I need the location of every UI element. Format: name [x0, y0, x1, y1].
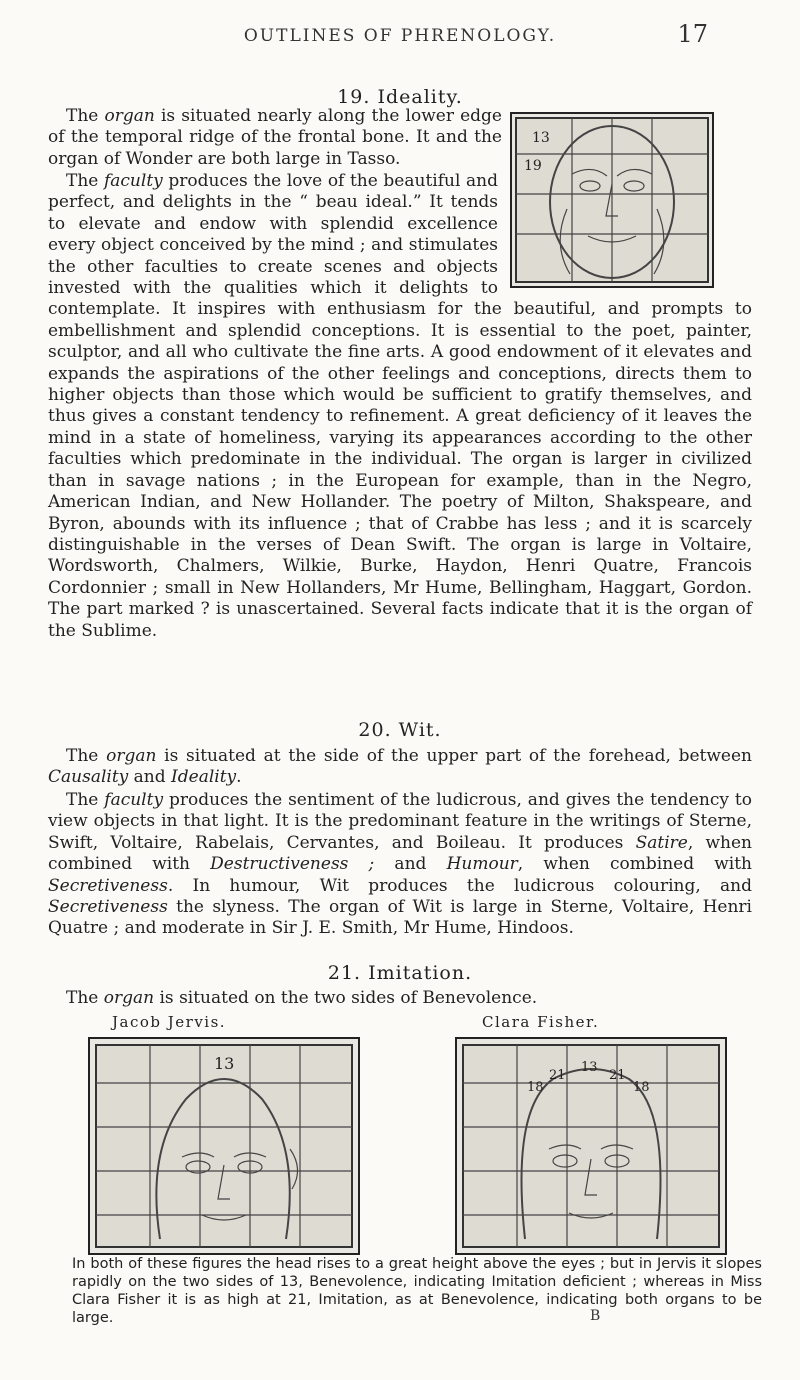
- figure-number-13: 13: [532, 130, 550, 146]
- section-heading-wit: 20. Wit.: [358, 719, 442, 741]
- figure-number-21-right: 21: [609, 1068, 626, 1083]
- running-head: OUTLINES OF PHRENOLOGY.: [243, 26, 557, 46]
- figure-jacob-jervis: [88, 1037, 360, 1255]
- figure-label-clara-fisher: Clara Fisher.: [482, 1013, 600, 1031]
- ideality-paragraph-faculty: The faculty produces the love of the beautiful and perfect, and delights in the “ beau ideal.” It tends to elevate and endow with splendid excellence every object conceived by the mind ; and stimulates the other faculties to create scenes and objects invested with the qualities which it delights to contemplate. It inspires with enthusiasm for the beautiful, and prompts to embellishment and splendid conceptions. It is essential to the poet, painter, sculptor, and all who cultivate the fine arts. A good endowment of it elevates and expands the aspirations of the other feelings and conceptions, directs them to higher objects than those which would be sufficient to gratify themselves, and thus gives a constant tendency to refinement. A great deficiency of it leaves the mind in a state of homeliness, varying its appearances according to the other faculties which predominate in the individual. The organ is larger in civilized than in savage nations ; in the European for example, than in the Negro, American Indian, and New Hollander. The poetry of Milton, Shakspeare, and Byron, abounds with its influence ; that of Crabbe has less ; and it is scarcely distinguishable in the verses of Dean Swift. The organ is large in Voltaire, Wordsworth, Chalmers, Wilkie, Burke, Haydon, Henri Quatre, Francois Cordonnier ; small in New Hollanders, Mr Hume, Bellingham, Haggart, Gordon. The part marked ? is unascertained. Several facts indicate that it is the organ of the Sublime.: [48, 171, 752, 641]
- term-faculty: faculty: [103, 171, 163, 191]
- figure-number-18-right: 18: [633, 1080, 650, 1095]
- jervis-head-engraving: [90, 1039, 358, 1253]
- page-number: 17: [677, 20, 708, 48]
- figure-number-19: 19: [524, 158, 542, 174]
- figure-number-21-left: 21: [549, 1068, 566, 1083]
- figure-clara-fisher: [455, 1037, 727, 1255]
- figure-label-jacob-jervis: Jacob Jervis.: [112, 1013, 227, 1031]
- wit-paragraph-organ: The organ is situated at the side of the upper part of the forehead, between Causality and Ideality.: [48, 746, 752, 788]
- signature-mark: B: [590, 1308, 601, 1324]
- figure-number-13: 13: [214, 1054, 235, 1073]
- figure-number-18-left: 18: [527, 1080, 544, 1095]
- section-heading-imitation: 21. Imitation.: [327, 962, 473, 984]
- term-organ: organ: [104, 106, 155, 126]
- imitation-paragraph-organ: The organ is situated on the two sides of Benevolence.: [66, 988, 538, 1008]
- wit-paragraph-faculty: The faculty produces the sentiment of the ludicrous, and gives the tendency to view objects in that light. It is the predominant feature in the writings of Sterne, Swift, Voltaire, Rabelais, Cervantes, and Boileau. It produces Satire, when combined with Destructiveness ; and Humour, when combined with Secretiveness. In humour, Wit produces the ludicrous colouring, and Secretiveness the slyness. The organ of Wit is large in Sterne, Voltaire, Henri Quatre ; and moderate in Sir J. E. Smith, Mr Hume, Hindoos.: [48, 790, 752, 939]
- section-heading-ideality: 19. Ideality.: [337, 86, 463, 108]
- figure-number-13: 13: [581, 1060, 598, 1075]
- fisher-head-engraving: [457, 1039, 725, 1253]
- ideality-paragraph-organ: The organ is situated nearly along the lower edge of the temporal ridge of the frontal bone. It and the organ of Wonder are both large in Tasso.: [48, 106, 502, 169]
- figure-caption: In both of these figures the head rises to a great height above the eyes ; but in Jervis it slopes rapidly on the two sides of 13, Benevolence, indicating Imitation deficient ; whereas in Miss Clara Fisher it is as high at 21, Imitation, as at Benevolence, indicating both organs to be large.: [72, 1256, 762, 1326]
